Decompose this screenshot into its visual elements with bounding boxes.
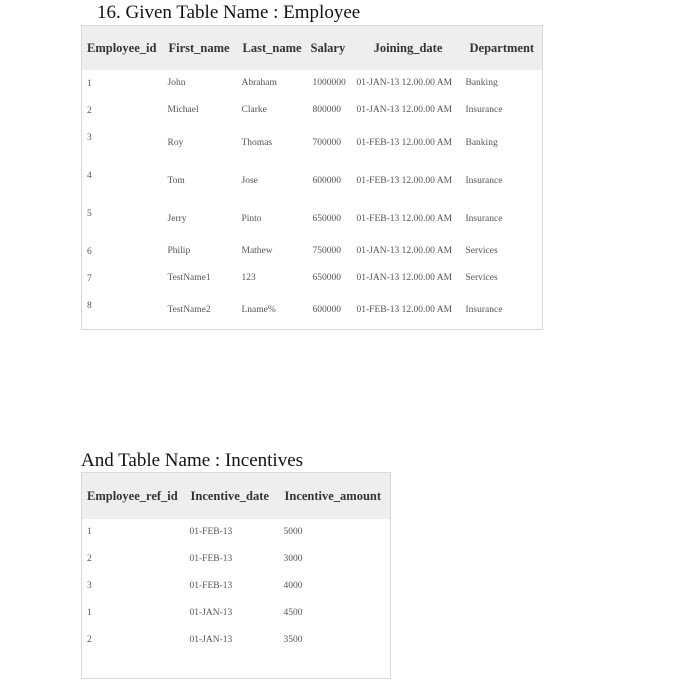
first-name-cell: Tom	[167, 175, 185, 186]
department-cell: Services	[465, 246, 498, 256]
salary-cell: 650000	[312, 213, 341, 224]
joining-date-cell: 01-JAN-13 12.00.00 AM	[356, 246, 453, 256]
department-cell: Services	[465, 273, 498, 283]
column-header-last-name: Last_name	[238, 26, 309, 70]
first-name-cell: Jerry	[167, 213, 187, 224]
incentive-date-cell: 01-FEB-13	[189, 554, 233, 564]
employee-ref-id-cell: 2	[87, 554, 92, 564]
salary-cell: 750000	[312, 246, 341, 256]
salary-cell: 600000	[312, 175, 341, 186]
last-name-cell: 123	[241, 273, 256, 283]
column-header-first-name: First_name	[164, 26, 238, 70]
last-name-cell: Abraham	[241, 78, 277, 88]
column-header-employee-ref-id: Employee_ref_id	[82, 473, 186, 519]
table-row	[82, 573, 391, 600]
column-header-salary: Salary	[309, 26, 353, 70]
incentive-amount-cell: 4000	[283, 581, 303, 591]
incentive-amount-cell: 4500	[283, 608, 303, 618]
incentive-date-cell: 01-FEB-13	[189, 527, 233, 537]
employee-ref-id-cell: 1	[87, 608, 92, 618]
column-header-employee-id: Employee_id	[82, 26, 164, 70]
last-name-cell: Lname%	[241, 305, 276, 316]
first-name-cell: TestName2	[167, 305, 211, 316]
employee-id-cell: 6	[87, 246, 92, 257]
incentive-amount-cell: 3500	[283, 635, 303, 645]
table-row	[82, 70, 543, 97]
salary-cell: 650000	[312, 273, 341, 283]
last-name-cell: Pinto	[241, 213, 262, 224]
column-header-incentive-amount: Incentive_amount	[280, 473, 391, 519]
salary-cell: 800000	[312, 105, 341, 115]
joining-date-cell: 01-FEB-13 12.00.00 AM	[356, 137, 453, 148]
department-cell: Insurance	[465, 213, 503, 224]
first-name-cell: John	[167, 78, 186, 88]
salary-cell: 1000000	[312, 78, 346, 88]
employee-table	[81, 25, 543, 330]
joining-date-cell: 01-FEB-13 12.00.00 AM	[356, 305, 453, 316]
salary-cell: 600000	[312, 305, 341, 316]
employee-ref-id-cell: 1	[87, 527, 92, 537]
incentive-amount-cell: 5000	[283, 527, 303, 537]
salary-cell: 700000	[312, 137, 341, 148]
joining-date-cell: 01-JAN-13 12.00.00 AM	[356, 105, 453, 115]
department-cell: Banking	[465, 78, 498, 88]
employee-id-cell: 8	[87, 300, 92, 311]
joining-date-cell: 01-FEB-13 12.00.00 AM	[356, 213, 453, 224]
table-row	[82, 627, 391, 654]
employee-ref-id-cell: 2	[87, 635, 92, 645]
incentive-date-cell: 01-FEB-13	[189, 581, 233, 591]
employee-id-cell: 7	[87, 273, 92, 284]
column-header-joining-date: Joining_date	[353, 26, 462, 70]
first-name-cell: Philip	[167, 246, 191, 256]
incentive-date-cell: 01-JAN-13	[189, 635, 233, 645]
employee-id-cell: 5	[87, 208, 92, 219]
table-row	[82, 238, 543, 265]
first-name-cell: Roy	[167, 137, 184, 148]
last-name-cell: Mathew	[241, 246, 273, 256]
joining-date-cell: 01-JAN-13 12.00.00 AM	[356, 78, 453, 88]
employee-id-cell: 1	[87, 78, 92, 89]
employee-ref-id-cell: 3	[87, 581, 92, 591]
incentives-table-heading: And Table Name : Incentives	[81, 450, 304, 471]
table-row	[82, 97, 543, 124]
table-row	[82, 546, 391, 573]
last-name-cell: Jose	[241, 175, 258, 186]
incentives-header-row	[82, 473, 391, 519]
table-row	[82, 292, 543, 330]
incentives-table	[81, 472, 391, 679]
joining-date-cell: 01-JAN-13 12.00.00 AM	[356, 273, 453, 283]
table-row	[82, 265, 543, 292]
department-cell: Insurance	[465, 105, 503, 115]
department-cell: Banking	[465, 137, 498, 148]
joining-date-cell: 01-FEB-13 12.00.00 AM	[356, 175, 453, 186]
incentive-amount-cell: 3000	[283, 554, 303, 564]
incentive-date-cell: 01-JAN-13	[189, 608, 233, 618]
table-spacer-row	[82, 654, 391, 679]
employee-header-row	[82, 26, 543, 70]
employee-id-cell: 2	[87, 105, 92, 116]
last-name-cell: Clarke	[241, 105, 267, 115]
department-cell: Insurance	[465, 305, 503, 316]
employee-table-heading: 16. Given Table Name : Employee	[97, 2, 361, 23]
department-cell: Insurance	[465, 175, 503, 186]
employee-id-cell: 4	[87, 170, 92, 181]
column-header-department: Department	[462, 26, 543, 70]
employee-id-cell: 3	[87, 132, 92, 143]
last-name-cell: Thomas	[241, 137, 273, 148]
column-header-incentive-date: Incentive_date	[186, 473, 280, 519]
table-row	[82, 124, 543, 162]
first-name-cell: TestName1	[167, 273, 211, 283]
empty-cell	[82, 654, 391, 679]
table-row	[82, 519, 391, 546]
first-name-cell: Michael	[167, 105, 199, 115]
table-row	[82, 200, 543, 238]
table-row	[82, 162, 543, 200]
table-row	[82, 600, 391, 627]
